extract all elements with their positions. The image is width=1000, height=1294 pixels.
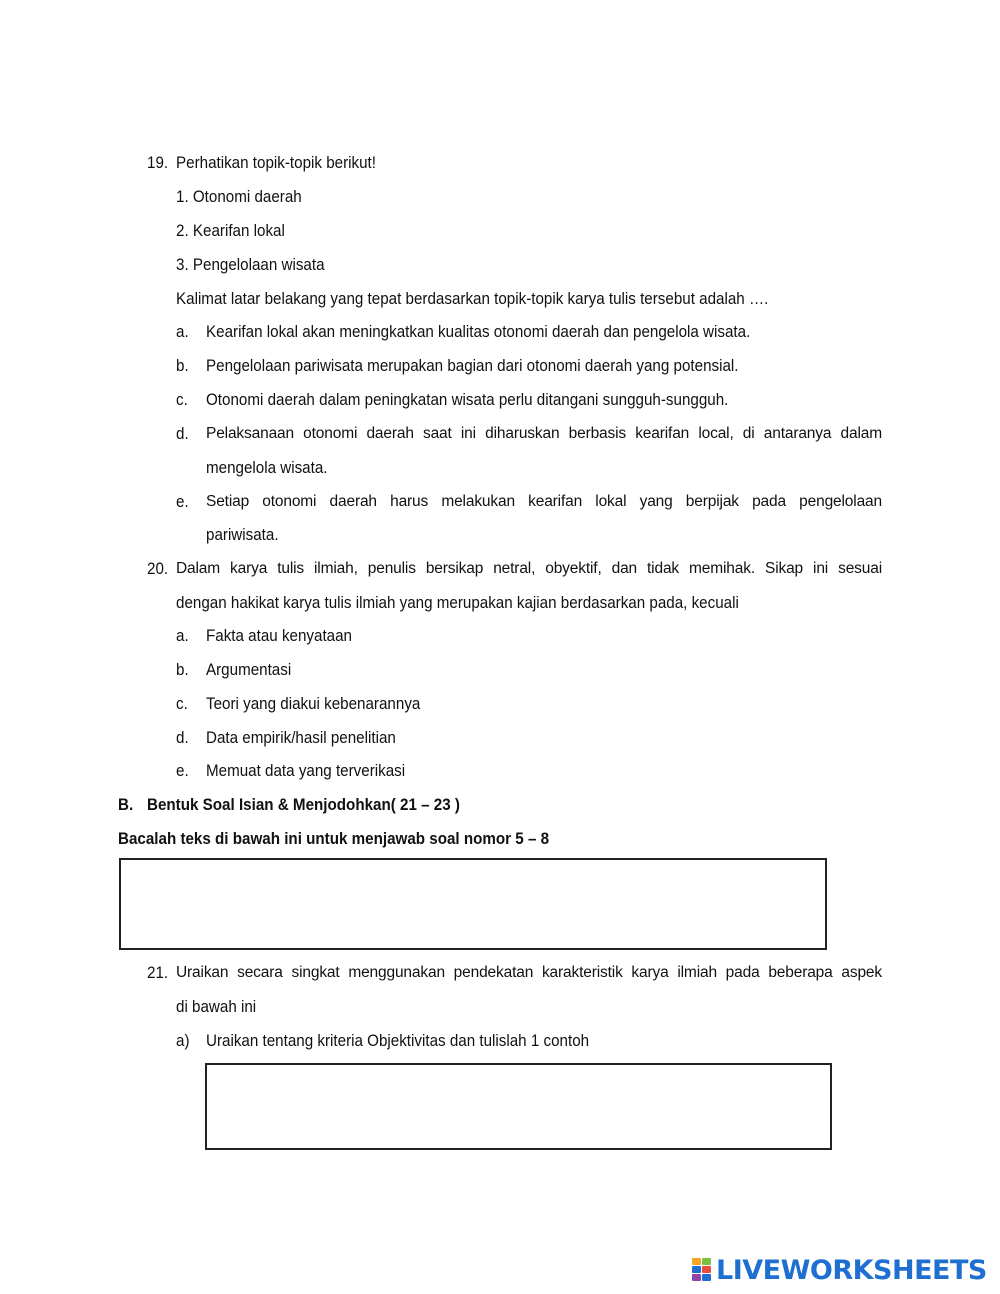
- option-letter: c.: [176, 391, 188, 409]
- option-letter: a.: [176, 627, 189, 645]
- liveworksheets-logo: [692, 1254, 987, 1286]
- section-title: Bentuk Soal Isian & Menjodohkan( 21 – 23 ): [147, 796, 460, 814]
- liveworksheets-logo-icon: [692, 1258, 712, 1282]
- option-text: Pelaksanaan otonomi daerah saat ini diharuskan berbasis kearifan local, di antaranya dalam: [206, 425, 882, 442]
- option-text: Teori yang diakui kebenarannya: [206, 695, 421, 713]
- option-text: Pengelolaan pariwisata merupakan bagian dari otonomi daerah yang potensial.: [206, 357, 739, 375]
- sub-question-letter: a): [176, 1032, 190, 1050]
- option-text: Data empirik/hasil penelitian: [206, 729, 396, 747]
- liveworksheets-brand-text: LIVEWORKSHEETS: [716, 1254, 987, 1286]
- option-letter: b.: [176, 661, 189, 679]
- sub-question-text: Uraikan tentang kriteria Objektivitas dan tulislah 1 contoh: [206, 1032, 590, 1050]
- option-letter: a.: [176, 323, 189, 341]
- option-text: Memuat data yang terverikasi: [206, 762, 406, 780]
- question-21-text: Uraikan secara singkat menggunakan pendekatan karakteristik karya ilmiah pada beberapa aspek: [176, 964, 882, 981]
- topic-item: 2. Kearifan lokal: [176, 222, 285, 240]
- option-letter: c.: [176, 695, 188, 713]
- option-text: Kearifan lokal akan meningkatkan kualitas otonomi daerah dan pengelola wisata.: [206, 323, 751, 341]
- question-21-text-continued: di bawah ini: [176, 998, 257, 1016]
- option-text-continued: pariwisata.: [206, 526, 279, 544]
- question-20-text-continued: dengan hakikat karya tulis ilmiah yang merupakan kajian berdasarkan pada, kecuali: [176, 594, 739, 612]
- option-letter: e.: [176, 493, 189, 511]
- option-letter: d.: [176, 425, 189, 443]
- section-instruction: Bacalah teks di bawah ini untuk menjawab soal nomor 5 – 8: [118, 830, 550, 848]
- option-letter: b.: [176, 357, 189, 375]
- option-letter: e.: [176, 762, 189, 780]
- topic-item: 3. Pengelolaan wisata: [176, 256, 325, 274]
- option-letter: d.: [176, 729, 189, 747]
- question-number-20: 20.: [147, 560, 169, 578]
- answer-input-box[interactable]: [205, 1063, 832, 1150]
- option-text: Fakta atau kenyataan: [206, 627, 353, 645]
- topic-item: 1. Otonomi daerah: [176, 188, 302, 206]
- option-text: Setiap otonomi daerah harus melakukan kearifan lokal yang berpijak pada pengelolaan: [206, 493, 882, 510]
- option-text: Argumentasi: [206, 661, 292, 679]
- question-number-21: 21.: [147, 964, 169, 982]
- question-20-text: Dalam karya tulis ilmiah, penulis bersikap netral, obyektif, dan tidak memihak. Sikap ini sesuai: [176, 560, 882, 577]
- question-19-prompt: Perhatikan topik-topik berikut!: [176, 154, 376, 172]
- question-19-text: Kalimat latar belakang yang tepat berdasarkan topik-topik karya tulis tersebut adalah ….: [176, 290, 769, 308]
- reading-text-box[interactable]: [119, 858, 827, 950]
- option-text: Otonomi daerah dalam peningkatan wisata perlu ditangani sungguh-sungguh.: [206, 391, 729, 409]
- section-letter: B.: [118, 796, 134, 814]
- option-text-continued: mengelola wisata.: [206, 459, 328, 477]
- question-number-19: 19.: [147, 154, 169, 172]
